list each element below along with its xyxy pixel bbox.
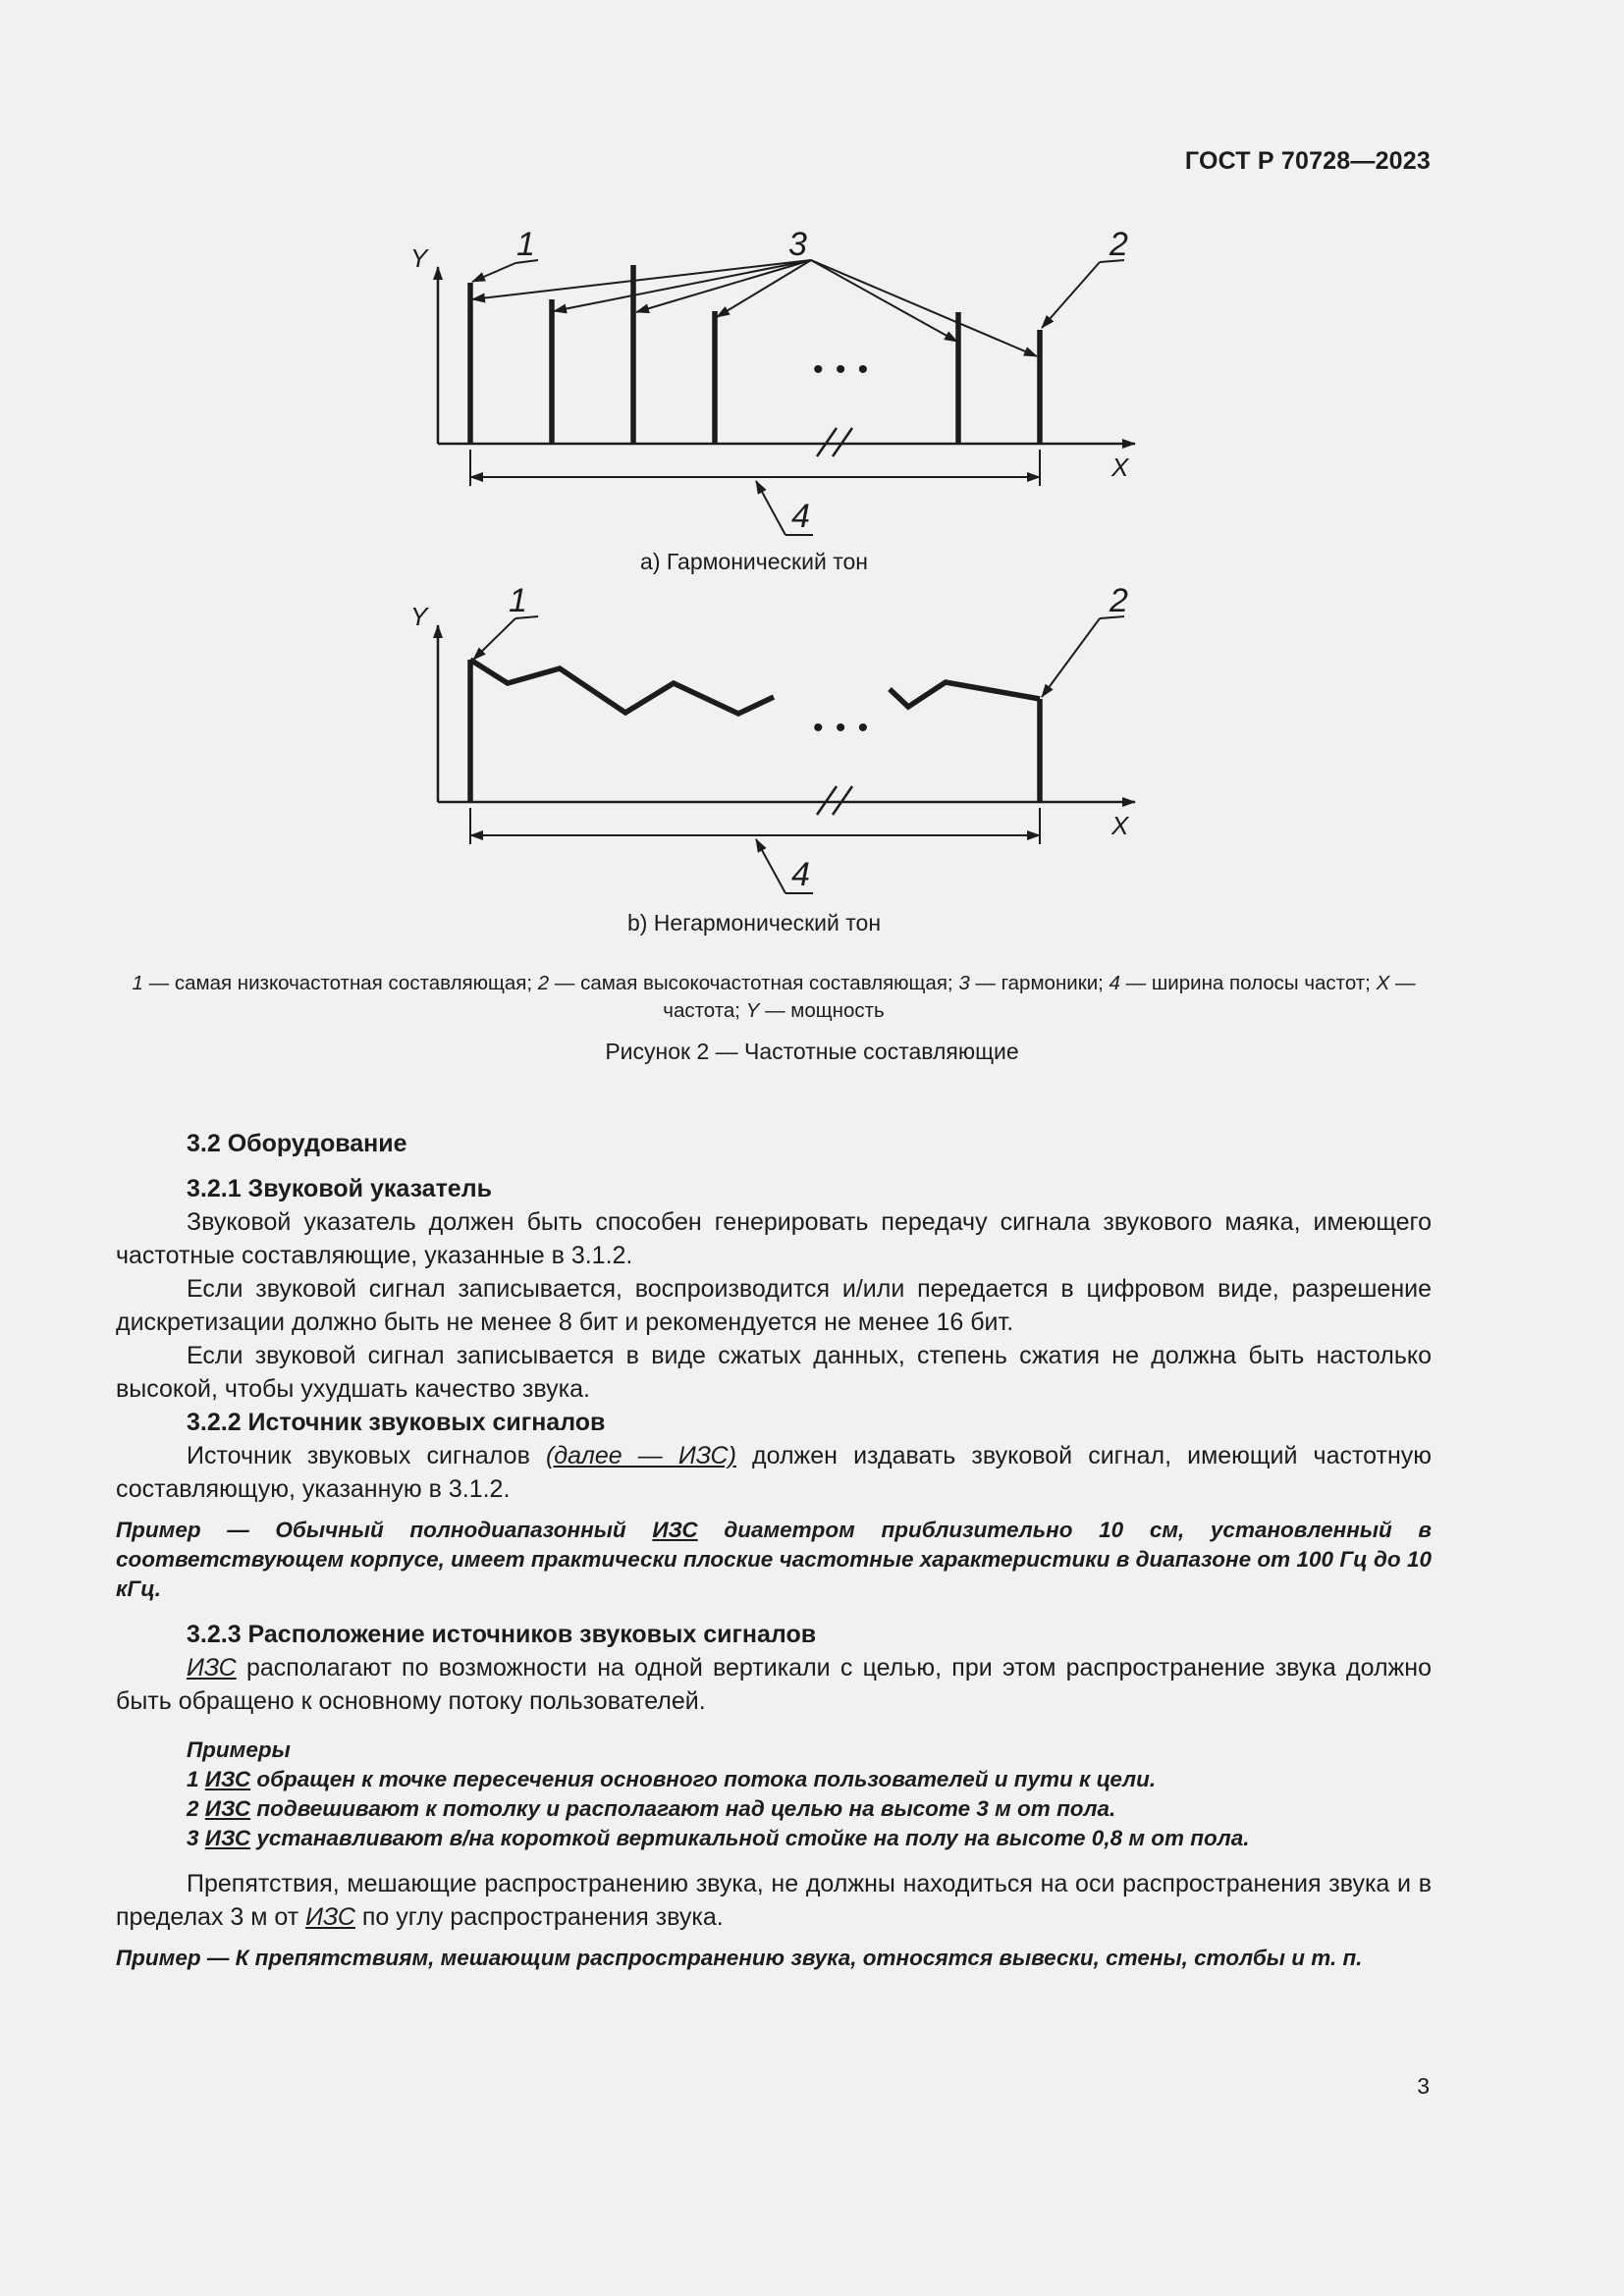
figure-legend: 1 — самая низкочастотная составляющая; 2 — самая высокочастотная составляющая; 3 — гармоники; 4 — ширина полосы частот; X — частота; Y — мощность: [132, 972, 1416, 1022]
callout-leader-1: [472, 263, 515, 282]
subsection-heading-3-2-1: 3.2.1 Звуковой указатель: [187, 1175, 492, 1202]
axis-break-a: [833, 428, 852, 456]
figure-title: Рисунок 2 — Частотные составляющие: [605, 1039, 1019, 1064]
paragraph: Если звуковой сигнал записывается, воспроизводится и/или передается в цифровом виде, разрешение дискретизации должно быть не менее 8 бит и рекомендуется не менее 16 бит.: [116, 1275, 1432, 1336]
paragraph: ИЗС располагают по возможности на одной вертикали с целью, при этом распространение звука должно быть обращено к основному потоку пользователей.: [116, 1654, 1432, 1715]
callout-label-1: 1: [516, 226, 535, 263]
spectrum-curve: [470, 660, 774, 714]
note-example: Пример — Обычный полнодиапазонный ИЗС диаметром приблизительно 10 см, установленный в соответствующем корпусе, имеет практически плоские частотные характеристики в диапазоне от 100 Гц до 10 кГц.: [116, 1518, 1432, 1601]
panel-a-caption: а) Гармонический тон: [640, 549, 868, 574]
y-axis-label-a: Y: [410, 243, 428, 273]
callout-label-1: 1: [509, 582, 527, 619]
ellipsis-b: • • •: [813, 712, 871, 744]
main-content: [116, 1127, 1432, 1987]
examples-block: [116, 1735, 1432, 1853]
paragraph: Препятствия, мешающие распространению звука, не должны находиться на оси распространения звука и в пределах 3 м от ИЗС по углу распространения звука.: [116, 1870, 1432, 1931]
callout-leader-1: [473, 618, 515, 660]
paragraph: Звуковой указатель должен быть способен генерировать передачу сигнала звукового маяка, имеющего частотные составляющие, указанные в 3.1.2.: [116, 1208, 1432, 1269]
examples-title: Примеры: [187, 1737, 291, 1762]
spectrum-curve: [890, 682, 1040, 707]
subsection-heading-3-2-2: 3.2.2 Источник звуковых сигналов: [187, 1409, 606, 1436]
x-axis-label-a: X: [1111, 453, 1129, 482]
callout-leader-4: [756, 839, 785, 893]
axis-break-b: [833, 786, 852, 815]
callout-leader-3: [636, 260, 811, 312]
ellipsis-a: • • •: [813, 353, 871, 386]
example-item: 1 ИЗС обращен к точке пересечения основного потока пользователей и пути к цели.: [187, 1767, 1157, 1791]
callout-label-3: 3: [788, 226, 807, 263]
subsection-heading-3-2-3: 3.2.3 Расположение источников звуковых сигналов: [187, 1621, 817, 1648]
callout-leader-4: [756, 481, 785, 535]
callout-label-2: 2: [1110, 582, 1128, 619]
callout-leader-2: [1042, 618, 1100, 697]
paragraph: Если звуковой сигнал записывается в виде сжатых данных, степень сжатия не должна быть настолько высокой, чтобы ухудшать качество звука.: [116, 1342, 1432, 1403]
callout-leader-2: [1042, 262, 1100, 328]
callout-label-4: 4: [791, 856, 810, 893]
callout-label-4: 4: [791, 498, 810, 535]
figure-panel-b: [0, 569, 1624, 962]
document-code: ГОСТ Р 70728—2023: [1184, 147, 1431, 175]
x-axis-label-b: X: [1111, 811, 1129, 840]
example-item: 2 ИЗС подвешивают к потолку и располагают над целью на высоте 3 м от пола.: [187, 1796, 1116, 1821]
page-number: 3: [1417, 2073, 1430, 2099]
y-axis-label-b: Y: [410, 602, 428, 631]
axis-break-b: [817, 786, 837, 815]
paragraph: Источник звуковых сигналов (далее — ИЗС) должен издавать звуковой сигнал, имеющий частотную составляющую, указанную в 3.1.2.: [116, 1442, 1432, 1503]
example-item: 3 ИЗС устанавливают в/на короткой вертикальной стойке на полу на высоте 0,8 м от пола.: [187, 1826, 1250, 1850]
callout-leader-3: [811, 260, 957, 342]
figure-panel-a: [0, 0, 1624, 589]
callout-leader-3: [811, 260, 1037, 356]
panel-b-caption: b) Негармонический тон: [626, 910, 882, 935]
note-example: Пример — К препятствиям, мешающим распространению звука, относятся вывески, стены, столбы и т. п.: [116, 1946, 1363, 1970]
axis-break-a: [817, 428, 837, 456]
section-heading: 3.2 Оборудование: [187, 1130, 407, 1157]
callout-label-2: 2: [1110, 226, 1128, 263]
